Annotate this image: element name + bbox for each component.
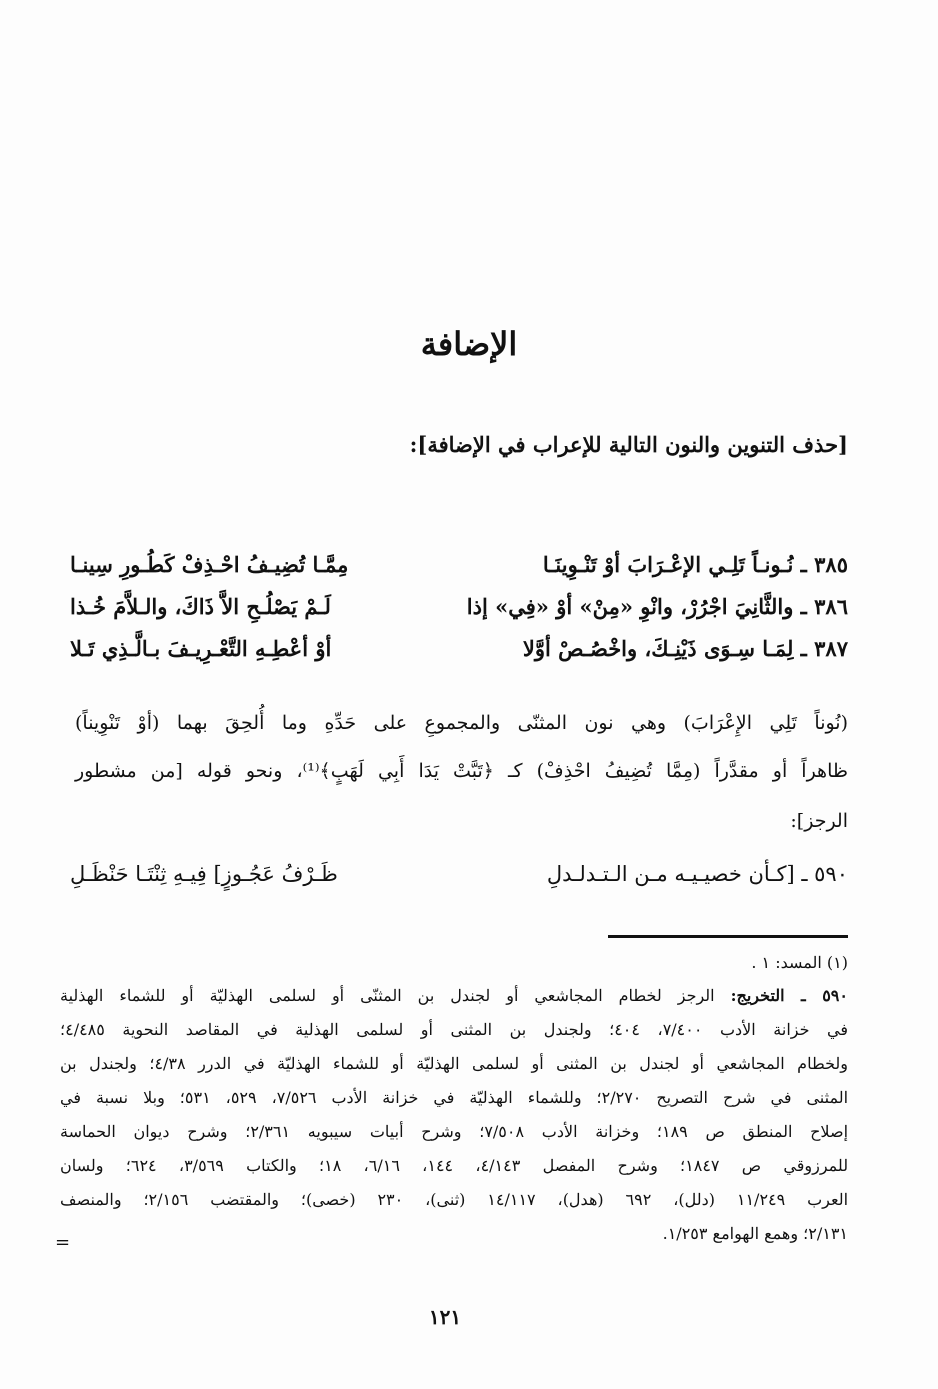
verse-386 [70, 594, 848, 630]
commentary-line: (نُوناً تَلِي الإِعْرَابَ) وهي نون المثنّى والمجموعِ على حَدِّهِ وما أُلحِقَ بهما (أوْ تَنْوِيناً) [75, 712, 848, 734]
verse-second-hemistich: مِمَّـا تُضِيـفُ احْـذِفْ كَطُـورِ سِينـا [70, 552, 349, 577]
footnote-takhrij-line: إصلاح المنطق ص ١٨٩؛ وخزانة الأدب ٧/٥٠٨؛ وشرح أبيات سيبويه ٢/٣٦١؛ وشرح ديوان الحماسة [60, 1122, 849, 1141]
footnote-takhrij-line [60, 986, 848, 1005]
page-number: ١٢١ [428, 1305, 462, 1329]
footnote-takhrij-line: ولخطام المجاشعي أو لجندل بن المثنى أو لسلمى الهذليّة أو للشماء الهذليّة في الدرر ٤/٣٨؛ ولجندل بن [60, 1054, 848, 1073]
section-heading: [حذف التنوين والنون التالية للإعراب في الإضافة]: [409, 432, 848, 457]
footnote-takhrij-line: المثنى في شرح التصريح ٢/٢٧٠؛ وللشماء الهذليّة في خزانة الأدب ٧/٥٢٦، ٥٢٩، ٥٣١؛ وبلا نسبة في [60, 1088, 849, 1107]
footnote-takhrij-line: في خزانة الأدب ٧/٤٠٠، ٤٠٤؛ ولجندل بن المثنى أو لسلمى الهذلية في المقاصد النحوية ٤/٤٨٥؛ [60, 1020, 849, 1039]
chapter-title: الإضافة [420, 325, 518, 363]
commentary-line: ظاهراً أو مقدَّراً (مِمَّا تُضِيفُ احْذِفْ) كـ ﴿تَبَّتْ يَدَا أَبِي لَهَبٍ﴾⁽¹⁾، ونحو قوله [من مشطور [75, 760, 848, 782]
verse-first-hemistich: ٣٨٦ ـ والثَّانِيَ اجْرُرْ، وانْوِ «مِنْ» أوْ «فِي» إذا [466, 594, 848, 619]
footnote-takhrij-line: للمرزوقي ص ١٨٤٧؛ وشرح المفصل ٤/١٤٣، ١٤٤، ٦/١٦، ١٨؛ والكتاب ٣/٥٦٩، ٦٢٤؛ ولسان [60, 1156, 849, 1175]
footnote-divider [608, 935, 848, 938]
verse-first-hemistich: ٥٩٠ ـ [كـأن خصيـيـه مـن الـتـدلـدلِ [546, 862, 848, 886]
verse-first-hemistich: ٣٨٥ ـ نُـونـاً تَلِـي الإعْـرَابَ أوْ تَنْـوِينَـا [542, 552, 848, 577]
verse-590 [70, 862, 848, 898]
takhrij-text: الرجز لخطام المجاشعي أو لجندل بن المثنّى أو لسلمى الهذليّة أو للشماء الهذلية [60, 986, 715, 1005]
footnote-1: (١) المسد: ١ . [751, 953, 848, 972]
verse-385 [70, 552, 848, 588]
verse-387 [70, 636, 848, 672]
takhrij-label: ٥٩٠ ـ التخريج: [730, 986, 848, 1005]
verse-second-hemistich: لَـمْ يَصْلُـحِ الاَّ ذَاكَ، والـلاَّمَ خُـذا [70, 594, 331, 619]
commentary-line: الرجز]: [790, 810, 848, 832]
verse-second-hemistich: أوْ أعْطِـهِ التَّعْـرِيـفَ بـالَّـذِي تَـلا [70, 636, 332, 661]
verse-first-hemistich: ٣٨٧ ـ لِمَـا سِـوَى ذَيْنِـكَ، واخْصُـصْ أوَّلا [522, 636, 848, 661]
footnote-takhrij-line: ٢/١٣١؛ وهمع الهوامع ١/٢٥٣. [662, 1224, 848, 1243]
footnote-takhrij-line: العرب ١١/٢٤٩ (دلل)، ٦٩٢ (هدل)، ١٤/١١٧ (ثنى)، ٢٣٠ (خصى)؛ والمقتضب ٢/١٥٦؛ والمنصف [60, 1190, 849, 1209]
verse-second-hemistich: ظَـرْفُ عَجُـوزٍ] فِيـهِ ثِنْتَـا حَنْظَـلِ [70, 862, 338, 886]
continuation-mark: = [55, 1232, 71, 1253]
